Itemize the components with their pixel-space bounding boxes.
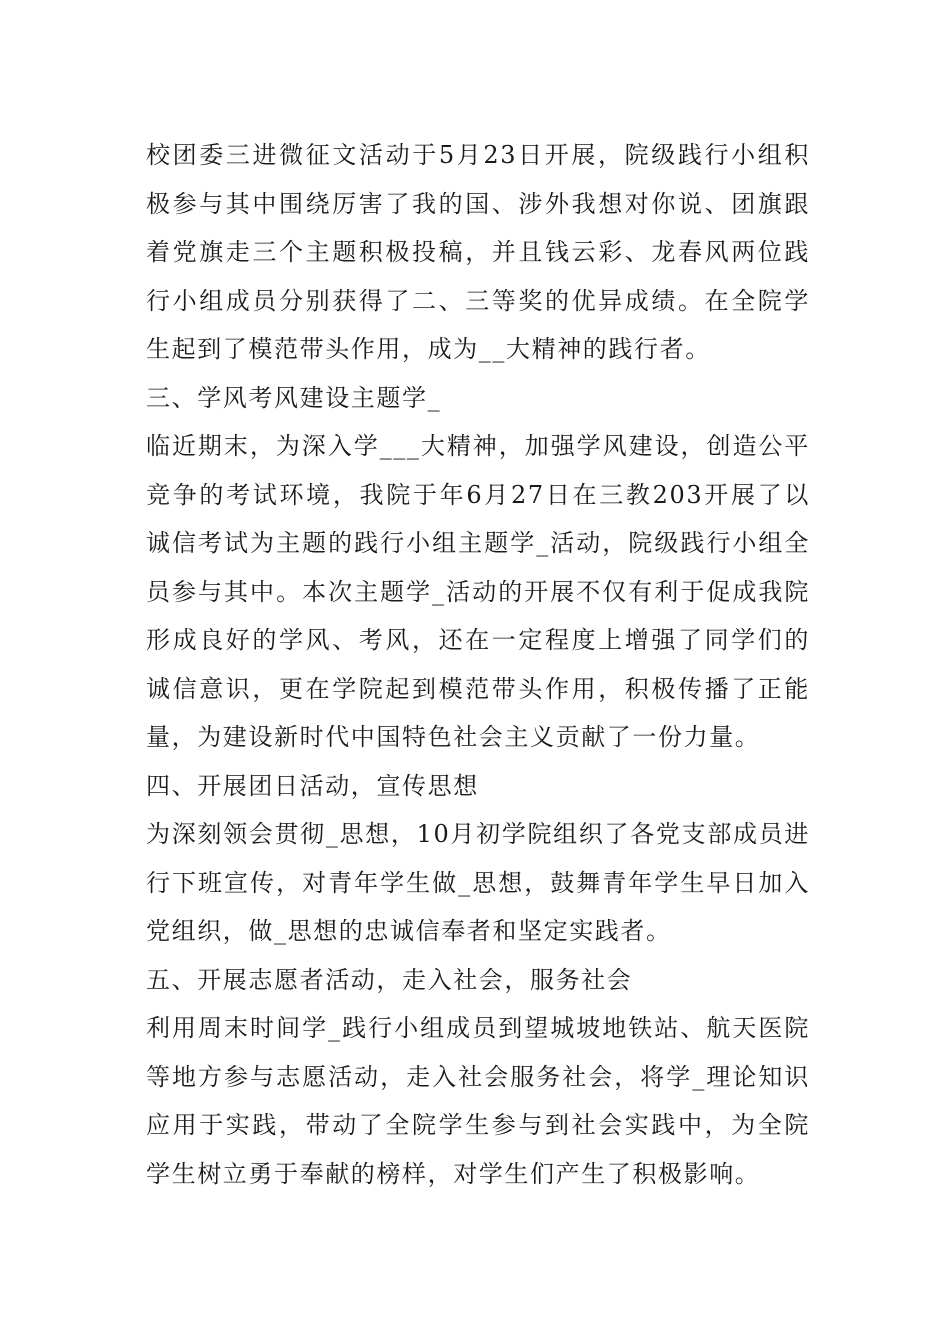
- section-heading-volunteer: 五、开展志愿者活动，走入社会，服务社会: [146, 965, 633, 994]
- paragraph-essay-contest: 校团委三进微征文活动于5月23日开展，院级践行小组积极参与其中围绕厉害了我的国、涉外我想对你说、团旗跟着党旗走三个主题积极投稿，并且钱云彩、龙春风两位践行小组成员分别获得了二、三等奖的优异成绩。在全院学生起到了模范带头作用，成为__大精神的践行者。: [146, 141, 810, 363]
- section-heading-study-style: 三、学风考风建设主题学_: [146, 383, 442, 412]
- paragraph-volunteer: 利用周末时间学_践行小组成员到望城坡地铁站、航天医院等地方参与志愿活动，走入社会服务社会，将学_理论知识应用于实践，带动了全院学生参与到社会实践中，为全院学生树立勇于奉献的榜样，对学生们产生了积极影响。: [146, 1014, 810, 1188]
- document-body: [146, 131, 810, 1198]
- paragraph-league-day: 为深刻领会贯彻_思想，10月初学院组织了各党支部成员进行下班宣传，对青年学生做_思想，鼓舞青年学生早日加入党组织，做_思想的忠诚信奉者和坚定实践者。: [146, 820, 810, 945]
- paragraph-integrity-exam: 临近期末，为深入学___大精神，加强学风建设，创造公平竞争的考试环境，我院于年6月27日在三教203开展了以诚信考试为主题的践行小组主题学_活动，院级践行小组全员参与其中。本次主题学_活动的开展不仅有利于促成我院形成良好的学风、考风，还在一定程度上增强了同学们的诚信意识，更在学院起到模范带头作用，积极传播了正能量，为建设新时代中国特色社会主义贡献了一份力量。: [146, 432, 810, 751]
- section-heading-league-day: 四、开展团日活动，宣传思想: [146, 771, 479, 800]
